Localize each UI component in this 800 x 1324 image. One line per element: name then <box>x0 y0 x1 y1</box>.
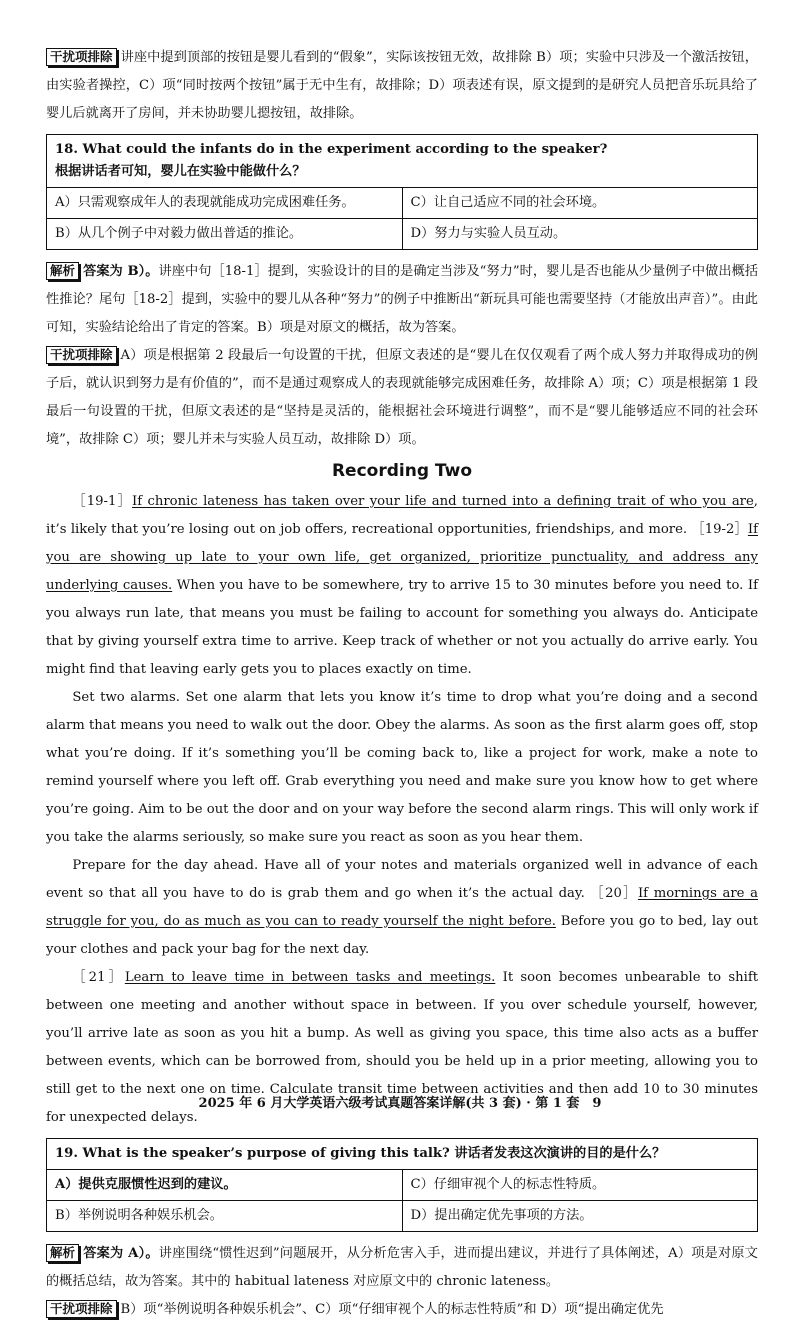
marker-21: ［21］ <box>72 970 125 985</box>
analysis-tag: 解析 <box>46 262 79 280</box>
question-18-header <box>47 135 758 188</box>
marker-19-2: ［19-2］ <box>691 522 748 537</box>
analysis-18-text: 讲座中句［18-1］提到，实验设计的目的是确定当涉及“努力”时，婴儿是否也能从少量例子中做出概括性推论？尾句［18-2］提到，实验中的婴儿从各种“努力”的例子中推断出“新玩具可能也需要坚持（才能放出声音）”。由此可知，实验结论给出了肯定的答案。B）项是对原文的概括，故为答案。 <box>46 264 759 335</box>
question-19-header: 19. What is the speaker’s purpose of giving this talk? 讲话者发表这次演讲的目的是什么？ <box>47 1139 758 1170</box>
text-span: When you have to be somewhere, try to arrive 15 to 30 minutes before you need to. If you always run late, that means you must be failing to account for something you always do. Anticipate that by giving yourself extra time to arrive. Keep track of whether or not you actually do arrive early. You might find that leaving early gets you to places exactly on time. <box>46 578 759 677</box>
question-18-en: 18. What could the infants do in the experiment according to the speaker? <box>55 142 608 157</box>
text-span: , it’s likely that you’re losing out on job offers, recreational opportunities, friendships, and more. <box>46 494 758 537</box>
recording-paragraph-1 <box>46 488 758 684</box>
question-18-cn: 根据讲话者可知，婴儿在实验中能做什么？ <box>55 164 306 179</box>
question-18-option-c: C）让自己适应不同的社会环境。 <box>402 188 758 219</box>
distractor-18-text: A）项是根据第 2 段最后一句设置的干扰，但原文表述的是“婴儿在仅仅观看了两个成人努力并取得成功的例子后，就认识到努力是有价值的”，而不是通过观察成人的表现就能够完成困难任务，故排除 A）项；C）项是根据第 1 段最后一句设置的干扰，但原文表述的是“坚持是灵活的，能根据社会环境进行调整”，而不是“婴儿能够适应不同的社会环境”，故排除 C）项；婴儿并未与实验人员互动，故排除 D）项。 <box>46 348 758 447</box>
question-19-table <box>46 1138 758 1232</box>
analysis-19-text: 讲座围绕“惯性迟到”问题展开，从分析危害入手，进而提出建议，并进行了具体阐述，A）项是对原文的概括总结，故为答案。其中的 habitual lateness 对应原文中的 chronic lateness。 <box>46 1246 758 1289</box>
question-18-option-d: D）努力与实验人员互动。 <box>402 219 758 250</box>
distractor-explanation-19 <box>46 1296 758 1324</box>
question-18-option-b: B）从几个例子中对毅力做出普适的推论。 <box>47 219 403 250</box>
underlined-19-1: If chronic lateness has taken over your life and turned into a defining trait of who you are <box>131 494 754 509</box>
distractor-text: 讲座中提到顶部的按钮是婴儿看到的“假象”，实际该按钮无效，故排除 B）项；实验中只涉及一个激活按钮，由实验者操控，C）项“同时按两个按钮”属于无中生有，故排除；D）项表述有误，原文提到的是研究人员把音乐玩具给了婴儿后就离开了房间，并未协助婴儿摁按钮，故排除。 <box>46 50 758 121</box>
question-19-option-b: B）举例说明各种娱乐机会。 <box>47 1201 403 1232</box>
distractor-explanation-17 <box>46 44 758 128</box>
question-18-table <box>46 134 758 250</box>
distractor-explanation-18 <box>46 342 758 454</box>
question-19-option-a: A）提供克服惯性迟到的建议。 <box>47 1170 403 1201</box>
analysis-tag: 解析 <box>46 1244 79 1262</box>
question-19-option-d: D）提出确定优先事项的方法。 <box>402 1201 758 1232</box>
question-18-option-a: A）只需观察成年人的表现就能成功完成困难任务。 <box>47 188 403 219</box>
page-footer: 2025 年 6 月大学英语六级考试真题答案详解(共 3 套) · 第 1 套 9 <box>198 1096 602 1111</box>
distractor-19-text: B）项“举例说明各种娱乐机会”、C）项“仔细审视个人的标志性特质”和 D）项“提出确定优先 <box>120 1302 664 1317</box>
recording-paragraph-3 <box>46 852 758 964</box>
recording-paragraph-2: Set two alarms. Set one alarm that lets you know it’s time to drop what you’re doing and a second alarm that means you need to walk out the door. Obey the alarms. As soon as the first alarm goes off, stop what you’re doing. If it’s something you’ll be coming back to, like a project for work, make a note to remind yourself where you left off. Grab everything you need and make sure you know how to get where you’re going. Aim to be out the door and on your way before the second alarm rings. This will only work if you take the alarms seriously, so make sure you react as soon as you hear them. <box>46 690 758 845</box>
distractor-tag: 干扰项排除 <box>46 1300 117 1318</box>
underlined-21: Learn to leave time in between tasks and meetings. <box>124 970 496 985</box>
text-span: Prepare for the day ahead. Have all of your notes and materials organized well in advance of each event so that all you have to do is grab them and go when it’s the actual day. <box>46 858 758 901</box>
page-content <box>46 44 758 1324</box>
underlined-19-2: If you are showing up late to your own life, get organized, prioritize punctuality, and address any underlying causes. <box>46 522 758 593</box>
analysis-19-answer: 答案为 A）。 <box>83 1246 159 1261</box>
marker-19-1: ［19-1］ <box>72 494 132 509</box>
text-span: Before you go to bed, lay out your clothes and pack your bag for the next day. <box>46 914 759 957</box>
underlined-20: If mornings are a struggle for you, do as much as you can to ready yourself the night before. <box>46 886 758 929</box>
distractor-tag: 干扰项排除 <box>46 48 117 66</box>
question-19-option-c: C）仔细审视个人的标志性特质。 <box>402 1170 758 1201</box>
marker-20: ［20］ <box>590 886 638 901</box>
analysis-18-answer: 答案为 B）。 <box>83 264 159 279</box>
section-title: Recording Two <box>331 461 473 481</box>
analysis-19 <box>46 1240 758 1296</box>
analysis-18 <box>46 258 758 342</box>
text-span: It soon becomes unbearable to shift between one meeting and another without space in between. If you over schedule yourself, however, you’ll arrive late as soon as you hit a bump. As well as giving you space, this time also acts as a buffer between events, which can be borrowed from, should you be held up in a prior meeting, allowing you to still get to the next one on time. Calculate transit time between activities and then add 10 to 30 minutes for unexpected delays. <box>46 970 759 1125</box>
distractor-tag: 干扰项排除 <box>46 346 117 364</box>
